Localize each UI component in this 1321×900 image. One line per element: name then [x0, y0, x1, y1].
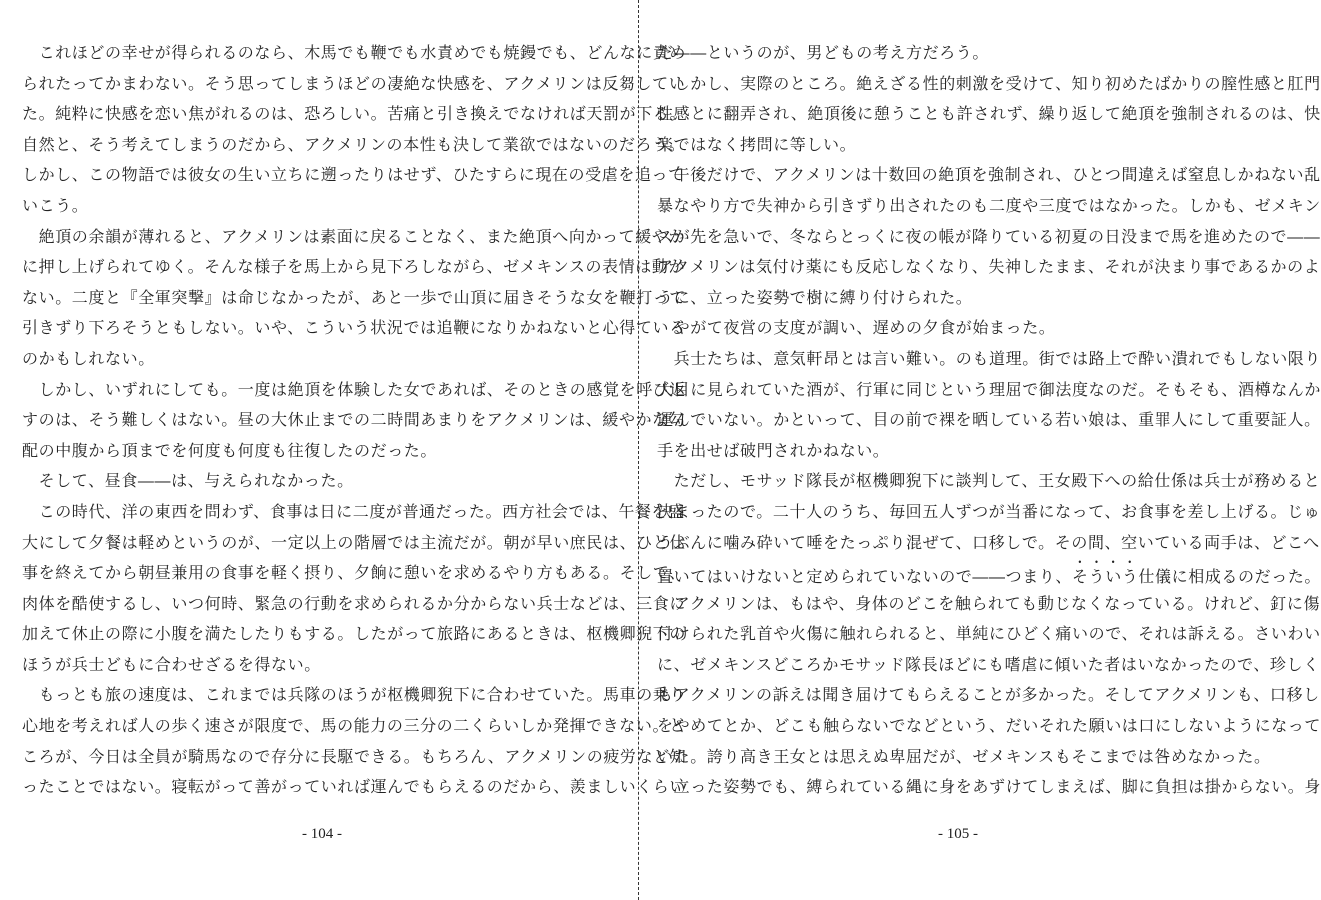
text-line: しかし、実際のところ。絶えざる性的刺激を受けて、知り初めたばかりの膣性感と肛門	[657, 73, 1321, 93]
text-line: 決まったので。二十人のうち、毎回五人ずつが当番になって、お食事を差し上げる。じゅ	[657, 501, 1321, 521]
right-page	[657, 38, 1321, 803]
left-page	[22, 38, 687, 803]
page-number-right: - 105 -	[938, 826, 978, 842]
text-line: ほうが兵士どもに合わせざるを得ない。	[22, 654, 321, 674]
text-line: これほどの幸せが得られるのなら、木馬でも鞭でも水責めでも焼鏝でも、どんなに責め	[22, 43, 687, 62]
text-line: た。純粋に快感を恋い焦がれるのは、恐ろしい。苦痛と引き換えでなければ天罰が下る。	[22, 104, 687, 124]
text-line: アクメリンは気付け薬にも反応しなくなり、失神したまま、それが決まり事であるかのよ	[657, 257, 1321, 277]
text-line	[657, 558, 1321, 589]
text-line: に押し上げられてゆく。そんな様子を馬上から見下ろしながら、ゼメキンスの表情は動か	[22, 257, 686, 277]
text-line: 運んでいない。かといって、目の前で裸を晒している若い娘は、重罪人にして重要証人。	[657, 410, 1321, 430]
text-line: 大目に見られていた酒が、行軍に同じという理屈で御法度なのだ。そもそも、酒樽なんか	[657, 379, 1321, 399]
text-line: 手を出せば破門されかねない。	[657, 440, 890, 460]
text-line: すのは、そう難しくはない。昼の大休止までの二時間あまりをアクメリンは、緩やかな勾	[22, 410, 686, 430]
text-line: そして、昼食――は、与えられなかった。	[22, 471, 354, 491]
text-line: スが先を急いで、冬ならとっくに夜の帳が降りている初夏の日没まで馬を進めたので――	[657, 226, 1321, 246]
text-line: をやめてとか、どこも触らないでなどという、だいそれた願いは口にしないようになって	[657, 716, 1321, 736]
text-line: 暴なやり方で失神から引きずり出されたのも二度や三度ではなかった。しかも、ゼメキン	[657, 195, 1321, 215]
text-line: 兵士たちは、意気軒昂とは言い難い。のも道理。街では路上で酔い潰れでもしない限り	[657, 348, 1321, 368]
text-line: もアクメリンの訴えは聞き届けてもらえることが多かった。そしてアクメリンも、口移し	[657, 685, 1320, 705]
text-line: いた。誇り高き王女とは思えぬ卑屈だが、ゼメキンスもそこまでは咎めなかった。	[657, 746, 1271, 766]
text-line: しかし、いずれにしても。一度は絶頂を体験した女であれば、そのときの感覚を呼び返	[22, 379, 687, 399]
text-line: 配の中腹から頂までを何度も何度も往復したのだった。	[22, 440, 438, 460]
text-line: 付けられた乳首や火傷に触れられると、単純にひどく痛いので、それは訴える。さいわい	[657, 624, 1321, 644]
text-line: ない。二度と『全軍突撃』は命じなかったが、あと一歩で山頂に届きそうな女を鞭打って	[22, 287, 687, 307]
text-line: 加えて休止の際に小腹を満たしたりもする。したがって旅路にあるときは、枢機卿猊下の	[22, 624, 687, 644]
text-segment: 仕儀に相成るのだった。	[1138, 567, 1321, 587]
text-line: 性感とに翻弄され、絶頂後に憩うことも許されず、繰り返して絶頂を強制されるのは、快	[657, 104, 1321, 124]
text-line: 楽ではなく拷問に等しい。	[657, 134, 857, 154]
text-line: られたってかまわない。そう思ってしまうほどの凄絶な快感を、アクメリンは反芻してい	[22, 73, 686, 93]
text-line: もっとも旅の速度は、これまでは兵隊のほうが枢機卿猊下に合わせていた。馬車の乗り	[22, 685, 687, 705]
text-line: しかし、この物語では彼女の生い立ちに遡ったりはせず、ひたすらに現在の受虐を追って	[22, 165, 685, 185]
text-line: アクメリンは、もはや、身体のどこを触られても動じなくなっている。けれど、釘に傷	[657, 593, 1321, 613]
text-line: いこう。	[22, 195, 89, 215]
text-line: 絶頂の余韻が薄れると、アクメリンは素面に戻ることなく、また絶頂へ向かって緩やか	[22, 226, 686, 246]
text-line: うに、立った姿勢で樹に縛り付けられた。	[657, 287, 973, 307]
text-line: この時代、洋の東西を問わず、食事は日に二度が普通だった。西方社会では、午餐を盛	[22, 501, 685, 521]
text-line: ただし、モサッド隊長が枢機卿猊下に談判して、王女殿下への給仕係は兵士が務めると	[657, 471, 1321, 491]
text-line: やがて夜営の支度が調い、遅めの夕食が始まった。	[657, 318, 1056, 338]
text-line: だ――というのが、男どもの考え方だろう。	[657, 43, 990, 62]
text-line: 自然と、そう考えてしまうのだから、アクメリンの本性も決して業欲ではないのだろう。	[22, 134, 686, 154]
text-segment: 置いてはいけないと定められていないので――つまり、	[657, 567, 1073, 587]
text-line: 午後だけで、アクメリンは十数回の絶頂を強制され、ひとつ間違えば窒息しかねない乱	[657, 165, 1321, 185]
text-line: 大にして夕餐は軽めというのが、一定以上の階層では主流だが。朝が早い庶民は、ひと仕	[22, 532, 687, 552]
text-line: 肉体を酷使するし、いつ何時、緊急の行動を求められるか分からない兵士などは、三食に	[22, 593, 687, 613]
text-line: 引きずり下ろそうともしない。いや、こういう状況では追鞭になりかねないと心得ている	[22, 318, 686, 338]
text-line: うぶんに噛み砕いて唾をたっぷり混ぜて、口移しで。その間、空いている両手は、どこへ	[657, 532, 1320, 552]
text-line: 心地を考えれば人の歩く速さが限度で、馬の能力の三分の二くらいしか発揮できない。と	[22, 716, 686, 736]
page-divider	[638, 0, 639, 900]
text-line: に、ゼメキンスどころかモサッド隊長ほどにも嗜虐に傾いた者はいなかったので、珍しく	[657, 654, 1320, 674]
text-line: 事を終えてから朝昼兼用の食事を軽く摂り、夕餉に憩いを求めるやり方もある。そして、	[22, 563, 686, 583]
text-line: のかもしれない。	[22, 348, 155, 368]
text-line: 立った姿勢でも、縛られている縄に身をあずけてしまえば、脚に負担は掛からない。身	[657, 777, 1321, 797]
text-line: ころが、今日は全員が騎馬なので存分に長駆できる。もちろん、アクメリンの疲労など知	[22, 746, 687, 766]
page-number-left: - 104 -	[302, 826, 342, 842]
emphasized-text: そういう	[1072, 567, 1139, 587]
text-line: ったことではない。寝転がって善がっていれば運んでもらえるのだから、羨ましいくらい	[22, 777, 687, 797]
